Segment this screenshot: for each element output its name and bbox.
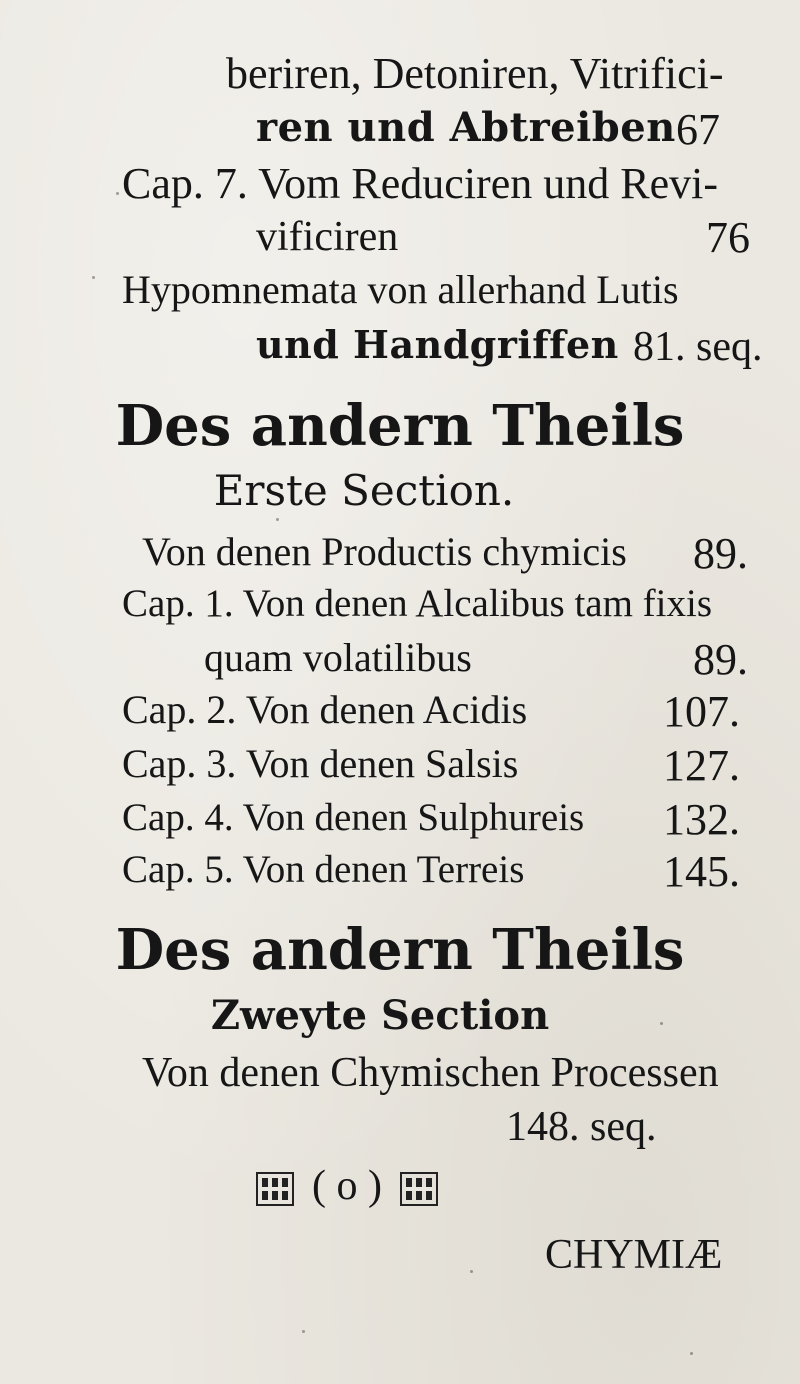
section2-entry-page: 148. seq. — [506, 1104, 657, 1150]
toc-line-1: beriren, Detoniren, Vitrifici- — [226, 49, 724, 98]
toc-line-5: Hypomnemata von allerhand Lutis — [122, 267, 679, 312]
part2-section1-heading: Des andern Theils — [115, 393, 685, 459]
toc-line-4-page: 76 — [706, 213, 750, 262]
catchword: CHYMIÆ — [545, 1232, 723, 1278]
section2-entry-text: Von denen Chymischen Processen — [142, 1050, 719, 1096]
paper-speck — [660, 1022, 663, 1025]
section1-entry-1-page: 89. — [693, 529, 748, 578]
section1-entry-3: quam volatilibus — [204, 635, 472, 680]
paper-speck — [470, 1270, 473, 1273]
section1-entry-6: Cap. 4. Von denen Sulphureis — [122, 796, 585, 839]
section1-entry-5-page: 127. — [663, 741, 740, 790]
part2-section2-heading: Des andern Theils — [115, 917, 685, 983]
section1-entry-4-page: 107. — [663, 687, 740, 736]
part2-section1-subheading: Erste Section. — [213, 466, 515, 515]
section1-entry-4: Cap. 2. Von denen Acidis — [122, 687, 528, 732]
toc-line-6-page: 81. seq. — [633, 324, 763, 370]
section1-entry-3-page: 89. — [693, 635, 748, 684]
fleuron-right-icon — [400, 1169, 438, 1203]
section1-entry-7-page: 145. — [663, 847, 740, 896]
paper-speck — [690, 1352, 693, 1355]
section1-entry-2: Cap. 1. Von denen Alcalibus tam fixis — [122, 582, 713, 625]
section1-entry-6-page: 132. — [663, 795, 740, 844]
section1-entry-1: Von denen Productis chymicis — [142, 529, 627, 574]
toc-line-6: und Handgriffen — [256, 322, 619, 367]
signature-mark: ( o ) — [312, 1163, 382, 1209]
toc-line-2: ren und Abtreiben — [256, 104, 676, 151]
section1-entry-7: Cap. 5. Von denen Terreis — [122, 848, 525, 891]
toc-line-4: vificiren — [256, 214, 399, 260]
toc-line-3: Cap. 7. Vom Reduciren und Revi- — [122, 159, 718, 208]
paper-speck — [276, 518, 279, 521]
paper-speck — [116, 192, 119, 195]
paper-speck — [302, 1330, 305, 1333]
toc-line-2-page: 67 — [676, 105, 720, 154]
paper-speck — [92, 276, 95, 279]
signature-line — [256, 1162, 438, 1210]
section1-entry-5: Cap. 3. Von denen Salsis — [122, 741, 519, 786]
part2-section2-subheading: Zweyte Section — [210, 992, 550, 1039]
fleuron-left-icon — [256, 1169, 294, 1203]
